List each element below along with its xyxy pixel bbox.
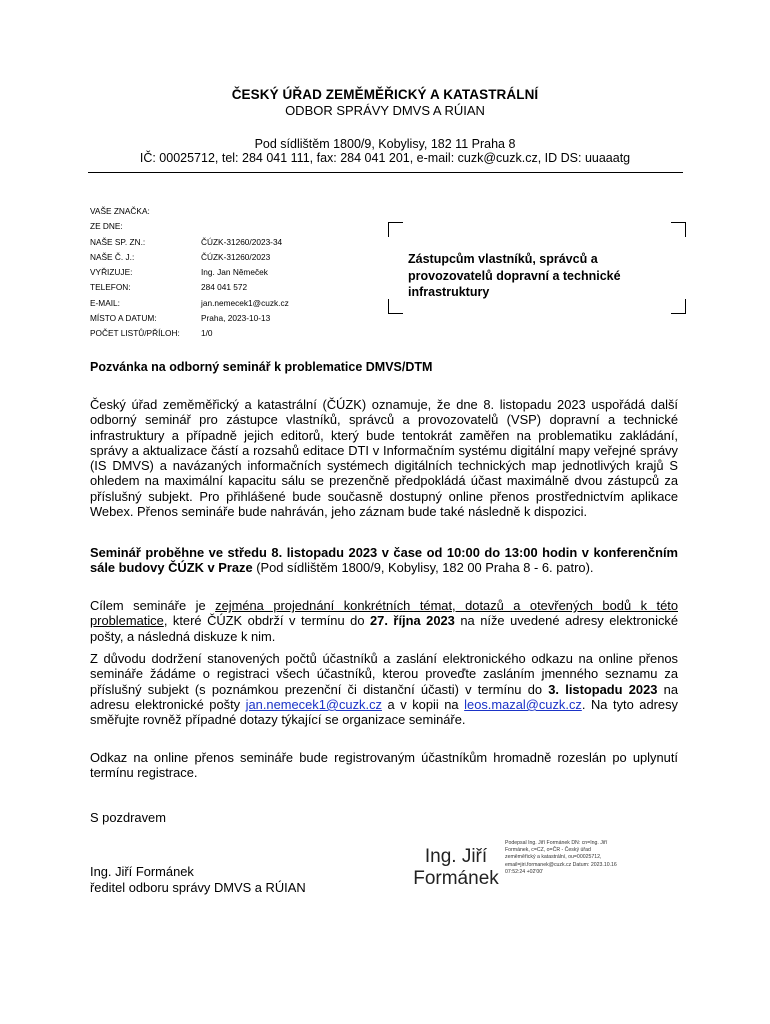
plain-text: Cílem semináře je [90, 598, 216, 613]
meta-row [90, 235, 289, 250]
meta-value: ČÚZK-31260/2023 [201, 251, 271, 262]
email-link-mazal[interactable]: leos.mazal@cuzk.cz [464, 696, 582, 712]
plain-text: , které ČÚZK obdrží v termínu do [163, 613, 370, 629]
letter-subject: Pozvánka na odborný seminář k problematice DMVS/DTM [90, 360, 433, 374]
meta-label: MÍSTO A DATUM: [90, 313, 157, 324]
address-window-corner [671, 222, 686, 237]
meta-row [90, 311, 289, 326]
paragraph-text: Český úřad zeměměřický a katastrální (ČÚZK) oznamuje, že dne 8. listopadu 2023 uspořádá další odborný seminář pro zástupce vlastníků, správců a provozovatelů (VSP) dopravní a technické infrastruktury a případně jejich editorů, který bude tentokrát zaměřen na problematiku zakládání, správy a aktualizace částí a rozsahů editace DTI v Informačním systému digitální mapy veřejné správy (IS DMVS) a navázaných informačních systémech digitálních technických map jednotlivých krajů S ohledem na maximální kapacitu sálu se prezenčně předpokládá účast maximálně dvou zástupců za příslušný subjekt. Pro přihlášené bude současně dostupný online přenos prostřednictvím aplikace Webex. Přenos semináře bude nahráván, jeho záznam bude také následně k dispozici. [90, 397, 678, 520]
deadline-date: 27. října 2023 [370, 613, 455, 629]
meta-value: jan.nemecek1@cuzk.cz [201, 297, 289, 308]
meta-row [90, 250, 289, 265]
signature-line: Formánek [413, 868, 499, 889]
reference-block [90, 204, 289, 342]
plain-text: na níže uvedené adresy elektronické pošty, a následná diskuze k nim. [90, 613, 679, 644]
plain-text: Z důvodu dodržení stanovených počtů účastníků a zaslání elektronického odkazu na online přenos semináře žádáme o registraci všech účastníků, kterou proveďte zasláním jmenného seznamu za příslušný subjekt (s poznámkou prezenční či distanční účasti) v termínu do [90, 651, 678, 697]
paragraph-text [90, 651, 678, 727]
plain-text: na adresu elektronické pošty [90, 681, 679, 712]
meta-row [90, 265, 289, 280]
meta-row [90, 219, 289, 234]
meta-row [90, 204, 289, 219]
paragraph-registration [90, 651, 678, 727]
signature-line: Ing. Jiří [424, 846, 488, 867]
meta-value: ČÚZK-31260/2023-34 [201, 236, 283, 247]
meta-row [90, 280, 289, 295]
org-name: ČESKÝ ÚŘAD ZEMĚMĚŘICKÝ A KATASTRÁLNÍ [231, 87, 539, 102]
meta-label: NAŠE Č. J.: [90, 251, 135, 262]
meta-label: POČET LISTŮ/PŘÍLOH: [90, 328, 180, 339]
address-window-corner [388, 222, 403, 237]
address-window-corner [671, 299, 686, 314]
digital-signature [408, 846, 504, 890]
address-window-corner [388, 299, 403, 314]
meta-value: Ing. Jan Němeček [201, 267, 268, 278]
paragraph-goal [90, 598, 678, 644]
paragraph-text [90, 598, 678, 644]
meta-label: VAŠE ZNAČKA: [90, 206, 150, 216]
meta-row [90, 326, 289, 341]
paragraph-text: Odkaz na online přenos semináře bude registrovaným účastníkům hromadně rozeslán po uplynutí termínu registrace. [90, 750, 678, 781]
registration-date: 3. listopadu 2023 [548, 681, 658, 697]
paragraph-text [90, 545, 678, 576]
meta-value: 1/0 [201, 328, 213, 339]
meta-label: TELEFON: [90, 282, 131, 293]
signer-name: Ing. Jiří Formánek [90, 864, 194, 879]
meta-row [90, 296, 289, 311]
plain-text: . Na tyto adresy směřujte rovněž případné dotazy týkající se organizace semináře. [90, 696, 678, 728]
department-name: ODBOR SPRÁVY DMVS A RÚIAN [285, 103, 485, 118]
meta-value: 284 041 572 [201, 282, 248, 293]
signature-details: Podepsal Ing. Jiří Formánek DN: cn=Ing. Jiří Formánek, c=CZ, o=ČR - Český úřad zeměměřický a katastrální, ou=00025712, email=jiri.formanek@cuzk.cz Datum: 2023.10.16 07:52:24 +02'00' [505, 840, 617, 875]
plain-text: a v kopii na [381, 696, 465, 712]
org-contacts: IČ: 00025712, tel: 284 041 111, fax: 284 041 201, e-mail: cuzk@cuzk.cz, ID DS: uuaaatg [139, 151, 631, 165]
paragraph-intro [90, 397, 678, 519]
header-divider [88, 172, 683, 173]
greeting: S pozdravem [90, 810, 166, 825]
meta-label: VYŘIZUJE: [90, 267, 133, 278]
org-address: Pod sídlištěm 1800/9, Kobylisy, 182 11 Praha 8 [254, 137, 516, 151]
meta-value: Praha, 2023-10-13 [201, 313, 271, 324]
paragraph-online-link [90, 750, 678, 781]
email-link-nemecek[interactable]: jan.nemecek1@cuzk.cz [245, 696, 382, 712]
signer-title: ředitel odboru správy DMVS a RÚIAN [90, 880, 306, 895]
bold-text: Seminář proběhne ve středu 8. listopadu 2023 v čase od 10:00 do 13:00 hodin v konferenčním sále budovy ČÚZK v Praze [90, 545, 678, 576]
recipient-address: Zástupcům vlastníků, správců a provozovatelů dopravní a technické infrastruktury [408, 252, 621, 299]
meta-label: NAŠE SP. ZN.: [90, 236, 146, 247]
meta-label: E-MAIL: [90, 297, 120, 308]
underlined-text: zejména projednání konkrétních témat, dotazů a otevřených bodů k této problematice [90, 598, 678, 629]
plain-text: (Pod sídlištěm 1800/9, Kobylisy, 182 00 Praha 8 - 6. patro). [252, 560, 594, 576]
paragraph-date-location [90, 545, 678, 576]
meta-label: ZE DNE: [90, 221, 123, 232]
